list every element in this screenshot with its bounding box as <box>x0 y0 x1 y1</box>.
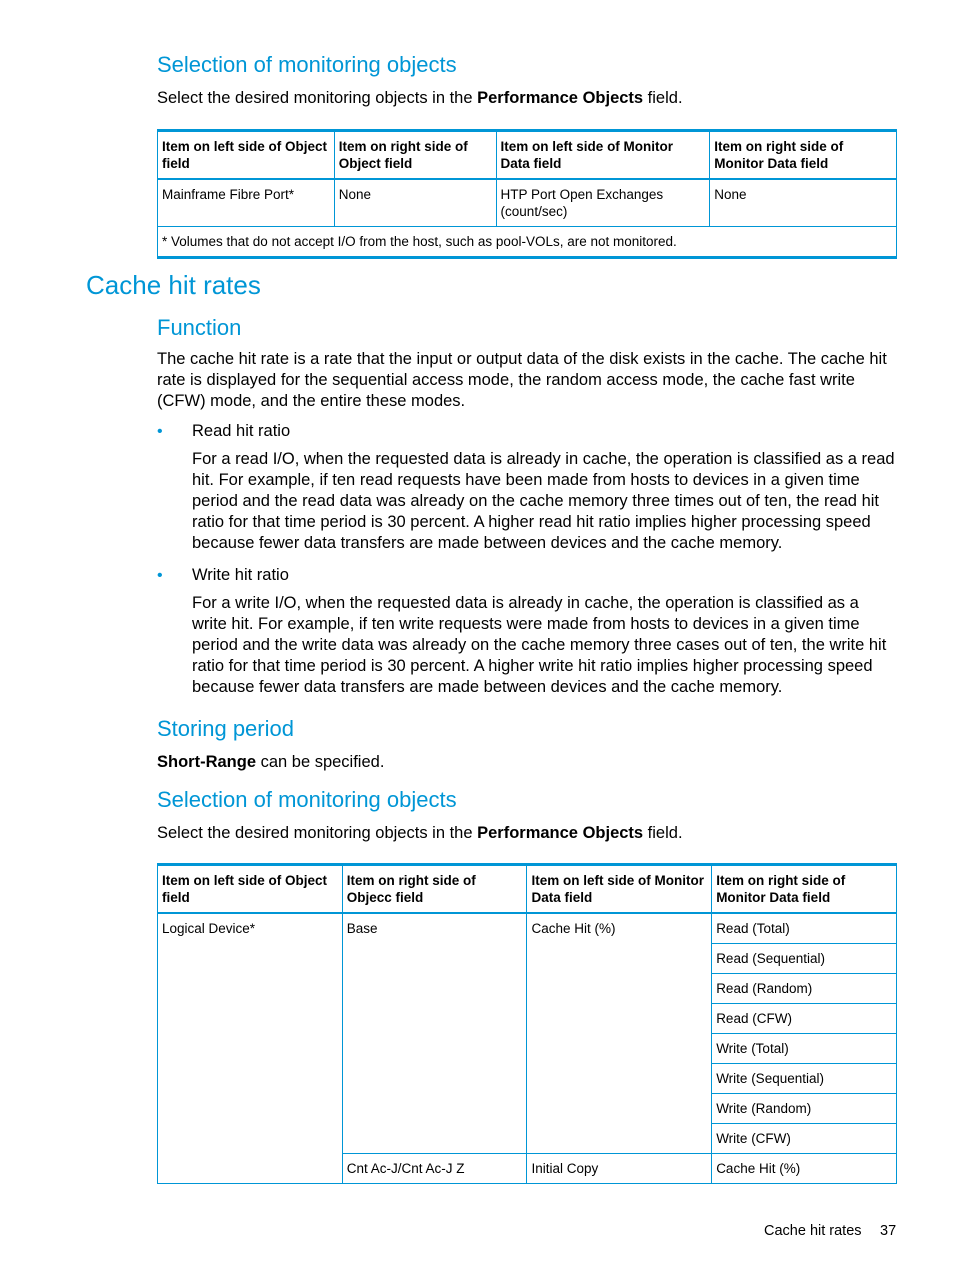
table-cell: Write (Total) <box>712 1034 897 1064</box>
bullet-icon: • <box>157 567 163 584</box>
table-header-cell: Item on right side of Object field <box>334 131 496 180</box>
table-row <box>158 913 897 944</box>
table-footnote: * Volumes that do not accept I/O from the host, such as pool-VOLs, are not monitored. <box>158 227 897 258</box>
table-cell: Cache Hit (%) <box>527 913 712 1154</box>
item-body-read-hit: For a read I/O, when the requested data is already in cache, the operation is classified as a read hit. For example, if ten read requests have been made from hosts to devices in a given time period and the read data was already on the cache memory three times out of ten, the read hit ratio for that time period is 30 percent. A higher read hit ratio implies higher processing speed because fewer data transfers are made between devices and the cache memory. <box>192 450 895 552</box>
chapter-title: Cache hit rates <box>86 270 261 300</box>
table-cell: Read (CFW) <box>712 1004 897 1034</box>
storing-period-text: Short-Range can be specified. <box>157 753 385 771</box>
table-cell: Read (Random) <box>712 974 897 1004</box>
table-row <box>158 179 897 227</box>
section-heading: Selection of monitoring objects <box>157 787 457 812</box>
section-heading: Selection of monitoring objects <box>157 52 457 77</box>
table-header-cell: Item on right side of Monitor Data field <box>712 865 897 914</box>
table-cell: Mainframe Fibre Port* <box>158 179 335 227</box>
table-cell: Read (Total) <box>712 913 897 944</box>
table-cell: Write (Sequential) <box>712 1064 897 1094</box>
bullet-icon: • <box>157 423 163 440</box>
table-header-cell: Item on left side of Object field <box>158 131 335 180</box>
page-number: 37 <box>880 1223 897 1239</box>
table-cell: Write (CFW) <box>712 1124 897 1154</box>
function-heading: Function <box>157 315 242 340</box>
table-cell: Write (Random) <box>712 1094 897 1124</box>
storing-period-heading: Storing period <box>157 716 294 741</box>
table-cell: Logical Device* <box>158 913 343 1184</box>
section-intro: Select the desired monitoring objects in the Performance Objects field. <box>157 89 683 107</box>
function-paragraph: The cache hit rate is a rate that the input or output data of the disk exists in the cache. The cache hit rate is displayed for the sequential access mode, the random access mode, the cache fast write (CFW) mode, and the entire these modes. <box>157 350 887 410</box>
monitoring-objects-table-2 <box>157 863 897 1184</box>
table-cell: Initial Copy <box>527 1154 712 1184</box>
item-body-write-hit: For a write I/O, when the requested data is already in cache, the operation is classified as a write hit. For example, if ten write requests were made from hosts to devices in a given time period and the write data was already on the cache memory three cases out of ten, the write hit ratio for that time period is 30 percent. A higher write hit ratio implies higher processing speed because fewer data transfers are made between devices and the cache memory. <box>192 594 887 696</box>
table-header-row <box>158 865 897 914</box>
table-header-cell: Item on left side of Object field <box>158 865 343 914</box>
table-header-cell: Item on left side of Monitor Data field <box>496 131 710 180</box>
table-cell: Base <box>342 913 527 1154</box>
footer-section-label: Cache hit rates <box>764 1223 862 1239</box>
table-cell: None <box>710 179 897 227</box>
item-title-write-hit: Write hit ratio <box>192 566 289 584</box>
table-cell: Read (Sequential) <box>712 944 897 974</box>
table-cell: Cnt Ac-J/Cnt Ac-J Z <box>342 1154 527 1184</box>
section-intro: Select the desired monitoring objects in the Performance Objects field. <box>157 824 683 842</box>
table-cell: HTP Port Open Exchanges (count/sec) <box>496 179 710 227</box>
table-cell: None <box>334 179 496 227</box>
table-footnote-row <box>158 227 897 258</box>
item-title-read-hit: Read hit ratio <box>192 422 291 440</box>
monitoring-objects-table-1 <box>157 129 897 259</box>
table-header-cell: Item on left side of Monitor Data field <box>527 865 712 914</box>
table-header-row <box>158 131 897 180</box>
table-cell: Cache Hit (%) <box>712 1154 897 1184</box>
table-header-cell: Item on right side of Monitor Data field <box>710 131 897 180</box>
table-header-cell: Item on right side of Objecc field <box>342 865 527 914</box>
